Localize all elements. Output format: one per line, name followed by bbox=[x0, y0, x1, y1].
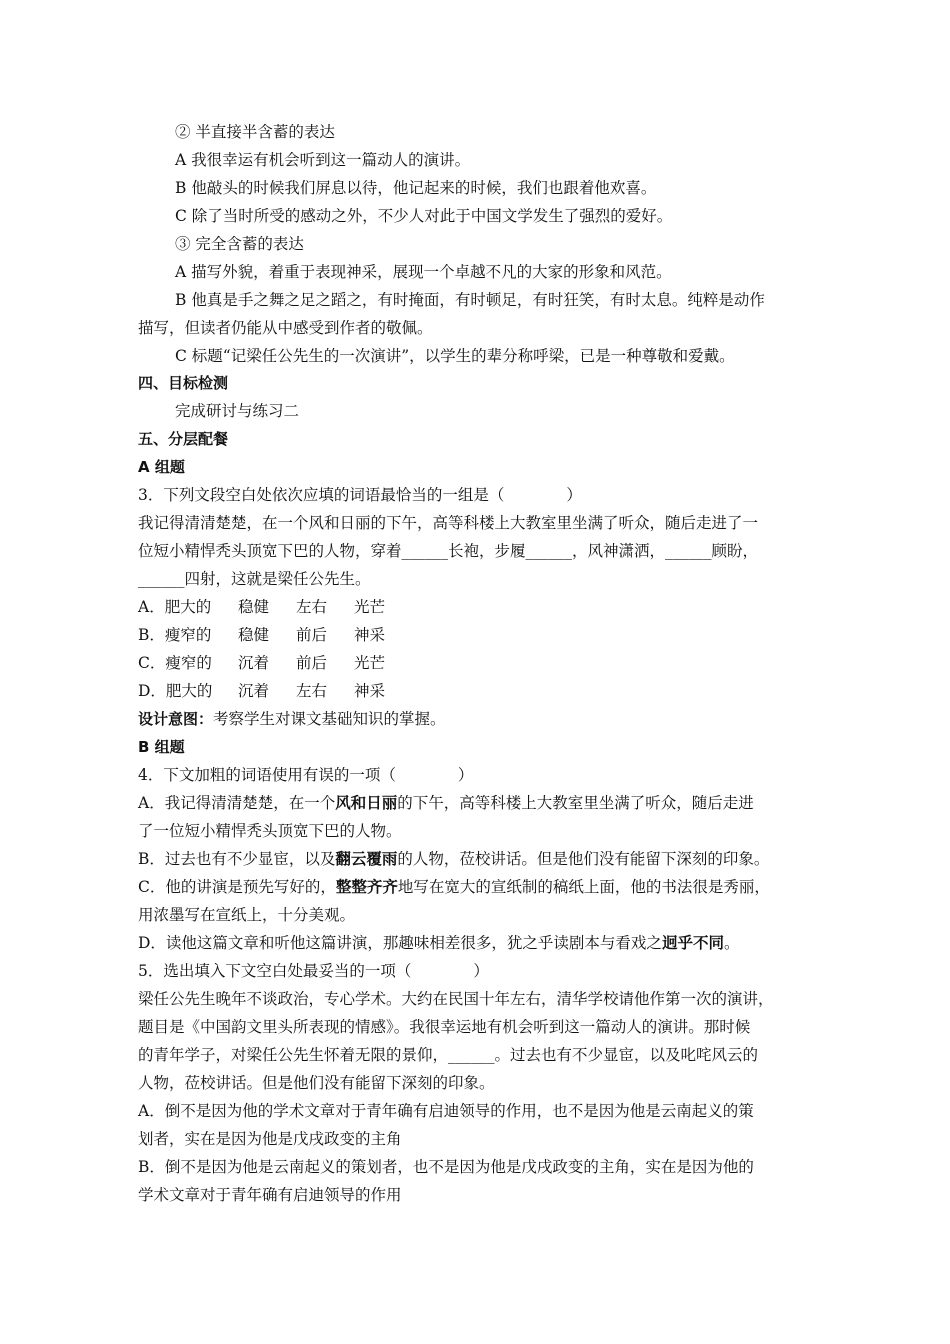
example-line: B 他真是手之舞之足之蹈之，有时掩面，有时顿足，有时狂笑，有时太息。纯粹是动作 bbox=[175, 291, 765, 309]
design-intent-text: 考察学生对课文基础知识的掌握。 bbox=[213, 710, 446, 728]
passage-line: 人物，莅校讲话。但是他们没有能留下深刻的印象。 bbox=[138, 1074, 495, 1092]
design-intent bbox=[138, 709, 446, 729]
option-a-cont: 了一位短小精悍秃头顶宽下巴的人物。 bbox=[138, 822, 402, 840]
passage-line: 梁任公先生晚年不谈政治，专心学术。大约在民国十年左右，清华学校请他作第一次的演讲， bbox=[138, 990, 774, 1008]
group-heading: B 组题 bbox=[138, 738, 185, 756]
question-3: 3．下列文段空白处依次应填的词语最恰当的一组是（ ） bbox=[138, 486, 582, 504]
example-line: C 除了当时所受的感动之外，不少人对此于中国文学发生了强烈的爱好。 bbox=[175, 207, 673, 225]
passage-line: 我记得清清楚楚，在一个风和日丽的下午，高等科楼上大教室里坐满了听众，随后走进了一 bbox=[138, 514, 759, 532]
bold-term: 迥乎不同 bbox=[661, 934, 724, 952]
section-heading: 四、目标检测 bbox=[138, 374, 229, 392]
passage-line: 的青年学子，对梁任公先生怀着无限的景仰，______。过去也有不少显宦，以及叱咤风云的 bbox=[138, 1046, 759, 1064]
option-b: B．倒不是因为他是云南起义的策划者，也不是因为他是戊戌政变的主角，实在是因为他的 bbox=[138, 1158, 754, 1176]
option-row: B．瘦窄的 稳健 前后 神采 bbox=[138, 626, 386, 644]
question-5: 5．选出填入下文空白处最妥当的一项（ ） bbox=[138, 962, 489, 980]
group-heading: A 组题 bbox=[138, 458, 185, 476]
example-line: A 我很幸运有机会听到这一篇动人的演讲。 bbox=[175, 151, 471, 169]
section-heading: 五、分层配餐 bbox=[138, 430, 229, 448]
passage-line: ______四射，这就是梁任公先生。 bbox=[138, 570, 371, 588]
option-c: C．他的讲演是预先写好的，整整齐齐地写在宽大的宣纸制的稿纸上面，他的书法很是秀丽， bbox=[138, 878, 770, 896]
example-line: C 标题“记梁任公先生的一次演讲”，以学生的辈分称呼梁，已是一种尊敬和爱戴。 bbox=[175, 347, 735, 365]
option-b-cont: 学术文章对于青年确有启迪领导的作用 bbox=[138, 1186, 402, 1204]
example-line: B 他敲头的时候我们屏息以待，他记起来的时候，我们也跟着他欢喜。 bbox=[175, 179, 657, 197]
bold-term: 整整齐齐 bbox=[335, 878, 398, 896]
section-semi-direct-title: ② 半直接半含蓄的表达 bbox=[175, 123, 335, 141]
bold-term: 风和日丽 bbox=[335, 794, 398, 812]
question-4: 4．下文加粗的词语使用有误的一项（ ） bbox=[138, 766, 474, 784]
option-row: C．瘦窄的 沉着 前后 光芒 bbox=[138, 654, 386, 672]
section-implicit-title: ③ 完全含蓄的表达 bbox=[175, 235, 304, 253]
option-a: A．我记得清清楚楚，在一个风和日丽的下午，高等科楼上大教室里坐满了听众，随后走进 bbox=[138, 794, 754, 812]
bold-term: 翻云覆雨 bbox=[335, 850, 398, 868]
passage-line: 题目是《中国韵文里头所表现的情感》。我很幸运地有机会听到这一篇动人的演讲。那时候 bbox=[138, 1018, 751, 1036]
option-b: B．过去也有不少显宦，以及翻云覆雨的人物，莅校讲话。但是他们没有能留下深刻的印象。 bbox=[138, 850, 770, 868]
example-line: A 描写外貌，着重于表现神采，展现一个卓越不凡的大家的形象和风范。 bbox=[175, 263, 672, 281]
option-row: A．肥大的 稳健 左右 光芒 bbox=[138, 598, 386, 616]
design-intent-label: 设计意图： bbox=[138, 710, 214, 728]
passage-line: 位短小精悍秃头顶宽下巴的人物，穿着______长袍，步履______，风神潇洒，______顾盼， bbox=[138, 542, 759, 560]
option-a: A．倒不是因为他的学术文章对于青年确有启迪领导的作用，也不是因为他是云南起义的策 bbox=[138, 1102, 754, 1120]
option-d: D．读他这篇文章和听他这篇讲演，那趣味相差很多，犹之乎读剧本与看戏之迥乎不同。 bbox=[138, 934, 740, 952]
option-row: D．肥大的 沉着 左右 神采 bbox=[138, 682, 386, 700]
paragraph: 完成研讨与练习二 bbox=[175, 402, 300, 420]
option-c-cont: 用浓墨写在宣纸上，十分美观。 bbox=[138, 906, 356, 924]
example-line: 描写，但读者仍能从中感受到作者的敬佩。 bbox=[138, 319, 433, 337]
option-a-cont: 划者，实在是因为他是戊戌政变的主角 bbox=[138, 1130, 402, 1148]
